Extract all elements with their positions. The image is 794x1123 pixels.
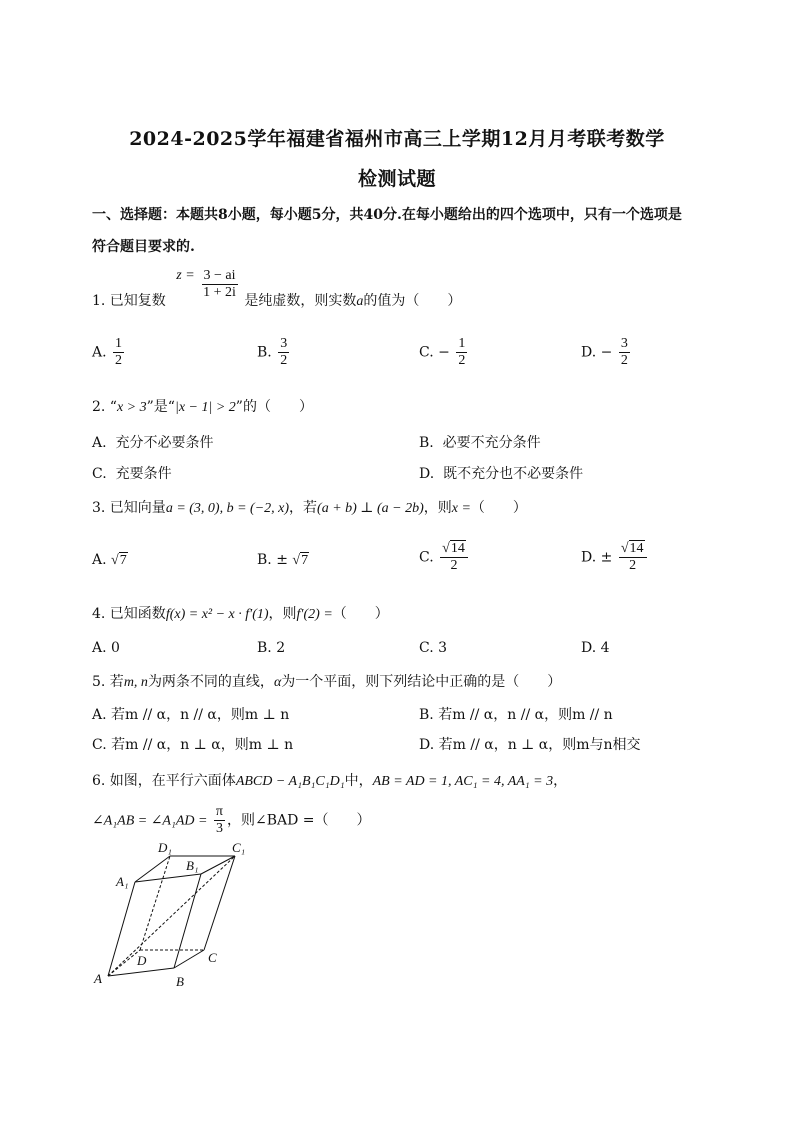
option-text: 充要条件 bbox=[115, 466, 172, 482]
option-den: 2 bbox=[450, 558, 458, 573]
option-text: 必要不充分条件 bbox=[442, 435, 541, 451]
option-sqrt: √7 bbox=[292, 553, 309, 568]
label-a: A bbox=[94, 971, 102, 986]
q4-option-d[interactable] bbox=[581, 640, 610, 656]
q3-option-d[interactable] bbox=[581, 541, 649, 574]
q3-option-c[interactable] bbox=[419, 541, 470, 574]
option-den: 2 bbox=[280, 353, 288, 368]
option-label: D. bbox=[581, 640, 597, 656]
label-c: C bbox=[208, 950, 217, 965]
option-label: C. bbox=[419, 344, 434, 361]
q4-prefix: 4. 已知函数 bbox=[92, 606, 166, 622]
q5-mid2: 为一个平面，则下列结论中正确的是（ ） bbox=[281, 674, 562, 690]
q3-option-a[interactable] bbox=[92, 552, 128, 569]
question-1 bbox=[92, 268, 461, 310]
question-5 bbox=[92, 671, 561, 691]
q2-option-d[interactable] bbox=[419, 463, 583, 483]
edge-ab bbox=[108, 968, 174, 976]
label-b1: B₁ bbox=[186, 858, 199, 873]
option-label: A. bbox=[92, 707, 107, 723]
q2-mid: ”是“ bbox=[146, 399, 175, 415]
question-3 bbox=[92, 497, 527, 517]
q1-option-b[interactable] bbox=[257, 336, 291, 369]
q3-mid: ，若 bbox=[289, 500, 318, 516]
option-sqrt: √7 bbox=[111, 553, 127, 568]
q6-angle-suffix: ，则∠BAD =（ ） bbox=[227, 812, 371, 829]
q5-mid1: 为两条不同的直线， bbox=[147, 674, 274, 690]
option-den: 2 bbox=[458, 353, 466, 368]
option-radicand: 7 bbox=[119, 553, 127, 568]
option-text: 3 bbox=[438, 640, 448, 656]
q2-suffix: ”的（ ） bbox=[235, 399, 313, 415]
option-text: 充分不必要条件 bbox=[115, 435, 214, 451]
parallelepiped-figure bbox=[90, 840, 260, 990]
option-text: 0 bbox=[111, 640, 120, 656]
option-label: A. bbox=[92, 552, 107, 568]
option-label: A. bbox=[92, 344, 107, 361]
q6-mid: 中， bbox=[344, 773, 373, 789]
q6-pi-den: 3 bbox=[215, 821, 223, 836]
q1-middle: 是纯虚数，则实数 bbox=[244, 293, 357, 309]
question-6-line2 bbox=[92, 804, 371, 837]
q1-suffix: 的值为（ ） bbox=[363, 293, 462, 309]
q2-option-a[interactable] bbox=[92, 432, 213, 452]
label-d1: D₁ bbox=[158, 840, 172, 855]
option-label: D. bbox=[419, 737, 435, 753]
q3-vectors: a = (3, 0), b = (−2, x) bbox=[165, 501, 290, 516]
option-num: 3 bbox=[620, 336, 628, 351]
q6-pi-num: π bbox=[215, 804, 223, 819]
option-den: 2 bbox=[115, 353, 123, 368]
option-text: 若m // α，n // α，则m // n bbox=[438, 707, 613, 723]
q4-option-a[interactable] bbox=[92, 640, 120, 656]
q3-prefix: 3. 已知向量 bbox=[92, 500, 166, 516]
q1-option-c[interactable] bbox=[419, 336, 469, 369]
q6-solid: ABCD − A₁B₁C₁D₁ bbox=[235, 774, 345, 789]
option-label: D. bbox=[419, 466, 435, 482]
q6-comma: ， bbox=[553, 773, 568, 789]
option-label: B. bbox=[419, 707, 434, 723]
option-label: A. bbox=[92, 435, 107, 451]
option-label: C. bbox=[419, 640, 434, 656]
option-num: 1 bbox=[458, 336, 466, 351]
q4-ask: f′(2) = bbox=[296, 607, 333, 622]
q1-fraction bbox=[201, 268, 238, 301]
edge-dd1-hidden bbox=[140, 856, 170, 950]
q4-option-b[interactable] bbox=[257, 640, 285, 656]
q1-fraction-num: 3 − ai bbox=[203, 268, 236, 283]
q6-pi-fraction bbox=[214, 804, 225, 837]
option-den: 2 bbox=[629, 558, 637, 573]
label-a1: A₁ bbox=[116, 874, 129, 889]
page-subtitle: 检测试题 bbox=[357, 168, 436, 190]
q1-var: a bbox=[356, 294, 364, 309]
option-sign: − bbox=[600, 344, 613, 361]
option-fraction bbox=[440, 541, 468, 574]
option-text: 既不充分也不必要条件 bbox=[443, 466, 584, 482]
option-label: C. bbox=[419, 549, 434, 566]
option-text: 4 bbox=[600, 640, 610, 656]
q6-given: AB = AD = 1, AC₁ = 4, AA₁ = 3 bbox=[372, 774, 554, 789]
option-text: 若m // α，n ⊥ α，则m与n相交 bbox=[438, 737, 641, 753]
q2-cond1: x > 3 bbox=[116, 400, 147, 415]
q1-prefix: 1. 已知复数 bbox=[92, 293, 166, 309]
page-title: 2024-2025学年福建省福州市高三上学期12月月考联考数学 bbox=[129, 128, 665, 150]
option-fraction bbox=[619, 541, 647, 574]
option-radicand: 7 bbox=[301, 553, 309, 568]
option-label: A. bbox=[92, 640, 107, 656]
option-num: 3 bbox=[280, 336, 288, 351]
q2-cond2: |x − 1| > 2 bbox=[174, 400, 236, 415]
q5-option-b[interactable] bbox=[419, 704, 613, 724]
option-label: D. bbox=[581, 344, 597, 361]
option-sign: ± bbox=[600, 549, 613, 566]
option-num: 1 bbox=[115, 336, 123, 351]
option-radicand: 14 bbox=[629, 541, 644, 556]
option-label: B. bbox=[257, 344, 272, 361]
option-label: B. bbox=[257, 552, 272, 568]
q4-option-c[interactable] bbox=[419, 640, 447, 656]
q2-option-c[interactable] bbox=[92, 463, 172, 483]
option-fraction bbox=[278, 336, 289, 369]
option-label: D. bbox=[581, 549, 597, 566]
label-c1: C₁ bbox=[232, 840, 246, 855]
q1-option-d[interactable] bbox=[581, 336, 632, 369]
q6-prefix: 6. 如图，在平行六面体 bbox=[92, 773, 236, 789]
option-fraction bbox=[619, 336, 630, 369]
option-label: C. bbox=[92, 466, 107, 482]
q5-alpha: α bbox=[273, 675, 282, 690]
q4-function: f(x) = x² − x · f′(1) bbox=[165, 607, 269, 622]
option-radicand: 14 bbox=[450, 541, 465, 556]
q3-suffix-pre: ，则 bbox=[423, 500, 452, 516]
q5-prefix: 5. 若 bbox=[92, 674, 124, 690]
q4-mid: ，则 bbox=[268, 606, 297, 622]
option-sign: − bbox=[438, 344, 450, 361]
q5-option-a[interactable] bbox=[92, 704, 289, 724]
option-sign: ± bbox=[276, 552, 288, 568]
q5-option-d[interactable] bbox=[419, 734, 641, 754]
option-label: B. bbox=[257, 640, 272, 656]
option-num: √14 bbox=[440, 541, 468, 558]
option-den: 2 bbox=[620, 353, 628, 368]
q6-angle-pre: ∠A₁AB = ∠A₁AD = bbox=[92, 813, 208, 829]
section-header-line1: 一、选择题：本题共8小题，每小题5分，共40分.在每小题给出的四个选项中，只有一个选项是 bbox=[92, 207, 682, 223]
q1-option-a[interactable] bbox=[92, 336, 126, 369]
q3-suffix: （ ） bbox=[470, 500, 527, 516]
q2-option-b[interactable] bbox=[419, 432, 541, 452]
option-text: 若m // α，n ⊥ α，则m ⊥ n bbox=[111, 737, 294, 753]
q5-vars: m, n bbox=[123, 675, 148, 690]
q1-fraction-den: 1 + 2i bbox=[203, 285, 236, 300]
q2-prefix: 2. “ bbox=[92, 399, 117, 415]
option-num: √14 bbox=[619, 541, 647, 558]
question-6-line1 bbox=[92, 770, 567, 790]
question-2 bbox=[92, 396, 313, 416]
q3-condition: (a + b) ⊥ (a − 2b) bbox=[317, 501, 424, 516]
option-label: C. bbox=[92, 737, 107, 753]
q3-suffix-var: x = bbox=[451, 501, 471, 516]
section-header-line2: 符合题目要求的. bbox=[92, 239, 195, 255]
q5-option-c[interactable] bbox=[92, 734, 293, 754]
option-text: 若m // α，n // α，则m ⊥ n bbox=[111, 707, 290, 723]
q4-suffix: （ ） bbox=[332, 606, 389, 622]
option-fraction bbox=[113, 336, 124, 369]
label-b: B bbox=[176, 974, 184, 989]
option-text: 2 bbox=[276, 640, 286, 656]
label-d: D bbox=[137, 953, 147, 968]
q3-option-b[interactable] bbox=[257, 552, 309, 569]
option-label: B. bbox=[419, 435, 434, 451]
edge-aa1 bbox=[108, 882, 135, 976]
question-4 bbox=[92, 603, 389, 623]
q1-z-eq: z = bbox=[176, 268, 195, 283]
option-fraction bbox=[456, 336, 467, 369]
